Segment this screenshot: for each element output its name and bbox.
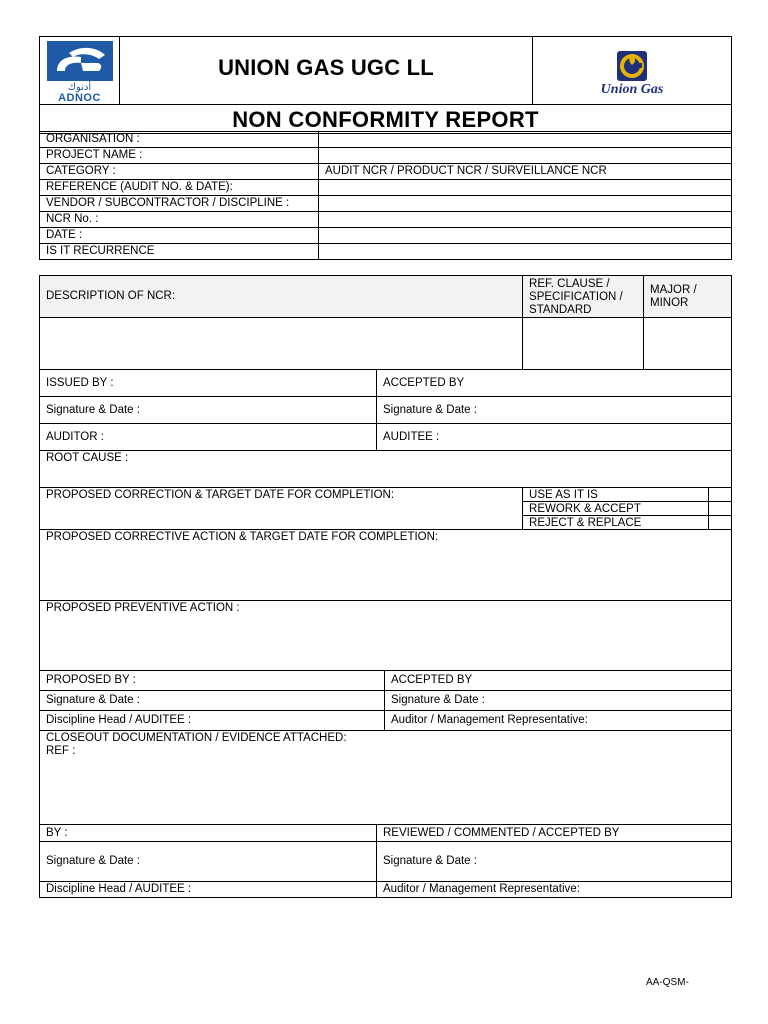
by-label[interactable]: BY : [40,825,377,842]
info-value[interactable]: AUDIT NCR / PRODUCT NCR / SURVEILLANCE NCR [319,164,732,180]
issued-signature-date[interactable]: Signature & Date : [40,397,377,424]
closeout-field[interactable] [40,731,732,825]
root-cause-field[interactable] [40,451,732,488]
info-row-organisation [40,132,732,148]
info-row-recurrence [40,244,732,260]
adnoc-arabic-text: أدنوك [67,82,92,93]
reviewed-signature-date[interactable]: Signature & Date : [377,842,732,882]
info-label: IS IT RECURRENCE [40,244,319,260]
info-value[interactable] [319,196,732,212]
auditor-label[interactable]: AUDITOR : [40,424,377,451]
info-value[interactable] [319,244,732,260]
info-value[interactable] [319,212,732,228]
info-row-category [40,164,732,180]
reviewed-label[interactable]: REVIEWED / COMMENTED / ACCEPTED BY [377,825,732,842]
info-row-reference [40,180,732,196]
by-signature-date[interactable]: Signature & Date : [40,842,377,882]
info-value[interactable] [319,132,732,148]
proposed-by-label[interactable]: PROPOSED BY : [40,671,385,691]
union-gas-label: Union Gas [600,82,664,97]
discipline-head-label[interactable]: Discipline Head / AUDITEE : [40,711,385,731]
info-value[interactable] [319,148,732,164]
info-table [39,131,732,260]
info-row-ncr-no [40,212,732,228]
checkbox-reject-replace[interactable] [709,516,732,530]
major-minor-field[interactable] [644,318,732,370]
ref-clause-field[interactable] [523,318,644,370]
closeout-auditor-mgmt[interactable]: Auditor / Management Representative: [377,882,732,898]
ref-clause-label: REF. CLAUSE / SPECIFICATION / STANDARD [523,276,644,318]
description-field[interactable] [40,318,523,370]
checkbox-use-as-is[interactable] [709,488,732,502]
adnoc-emblem-icon [47,41,113,81]
root-cause-label: ROOT CAUSE : [46,452,129,464]
description-label: DESCRIPTION OF NCR: [40,276,523,318]
info-row-vendor [40,196,732,212]
info-row-project-name [40,148,732,164]
proposed-corrective-label: PROPOSED CORRECTIVE ACTION & TARGET DATE FOR COMPLETION: [46,531,439,543]
accepted-signature-date[interactable]: Signature & Date : [377,397,732,424]
document-code: AA-QSM- [646,977,689,988]
ncr-table [39,275,732,898]
info-label: REFERENCE (AUDIT NO. & DATE): [40,180,319,196]
adnoc-label: ADNOC [58,92,101,104]
proposed-preventive-label: PROPOSED PREVENTIVE ACTION : [46,602,240,614]
accepted-by-label[interactable]: ACCEPTED BY [377,370,732,397]
auditee-label[interactable]: AUDITEE : [377,424,732,451]
accepted-by-2-label[interactable]: ACCEPTED BY [385,671,732,691]
issued-by-label[interactable]: ISSUED BY : [40,370,377,397]
closeout-discipline-head[interactable]: Discipline Head / AUDITEE : [40,882,377,898]
info-label: NCR No. : [40,212,319,228]
ref-label: REF : [46,745,76,757]
header-table [39,36,732,134]
proposed-correction-label: PROPOSED CORRECTION & TARGET DATE FOR COMPLETION: [46,489,395,501]
accepted-2-signature-date[interactable]: Signature & Date : [385,691,732,711]
info-value[interactable] [319,180,732,196]
proposed-preventive-field[interactable] [40,601,732,671]
closeout-label: CLOSEOUT DOCUMENTATION / EVIDENCE ATTACHED: [46,732,347,744]
info-value[interactable] [319,228,732,244]
union-gas-emblem-icon [615,49,649,83]
union-gas-logo [533,37,732,105]
proposed-correction-field[interactable] [40,488,523,530]
checkbox-rework-accept[interactable] [709,502,732,516]
adnoc-logo [40,37,120,105]
proposed-signature-date[interactable]: Signature & Date : [40,691,385,711]
auditor-mgmt-label[interactable]: Auditor / Management Representative: [385,711,732,731]
option-use-as-is: USE AS IT IS [523,488,709,502]
proposed-corrective-field[interactable] [40,530,732,601]
info-label: VENDOR / SUBCONTRACTOR / DISCIPLINE : [40,196,319,212]
major-minor-label: MAJOR / MINOR [644,276,732,318]
info-label: ORGANISATION : [40,132,319,148]
info-label: CATEGORY : [40,164,319,180]
info-label: PROJECT NAME : [40,148,319,164]
info-label: DATE : [40,228,319,244]
company-title: UNION GAS UGC LL [120,37,533,105]
option-reject-replace: REJECT & REPLACE [523,516,709,530]
info-row-date [40,228,732,244]
option-rework-accept: REWORK & ACCEPT [523,502,709,516]
report-title: NON CONFORMITY REPORT [40,105,732,134]
